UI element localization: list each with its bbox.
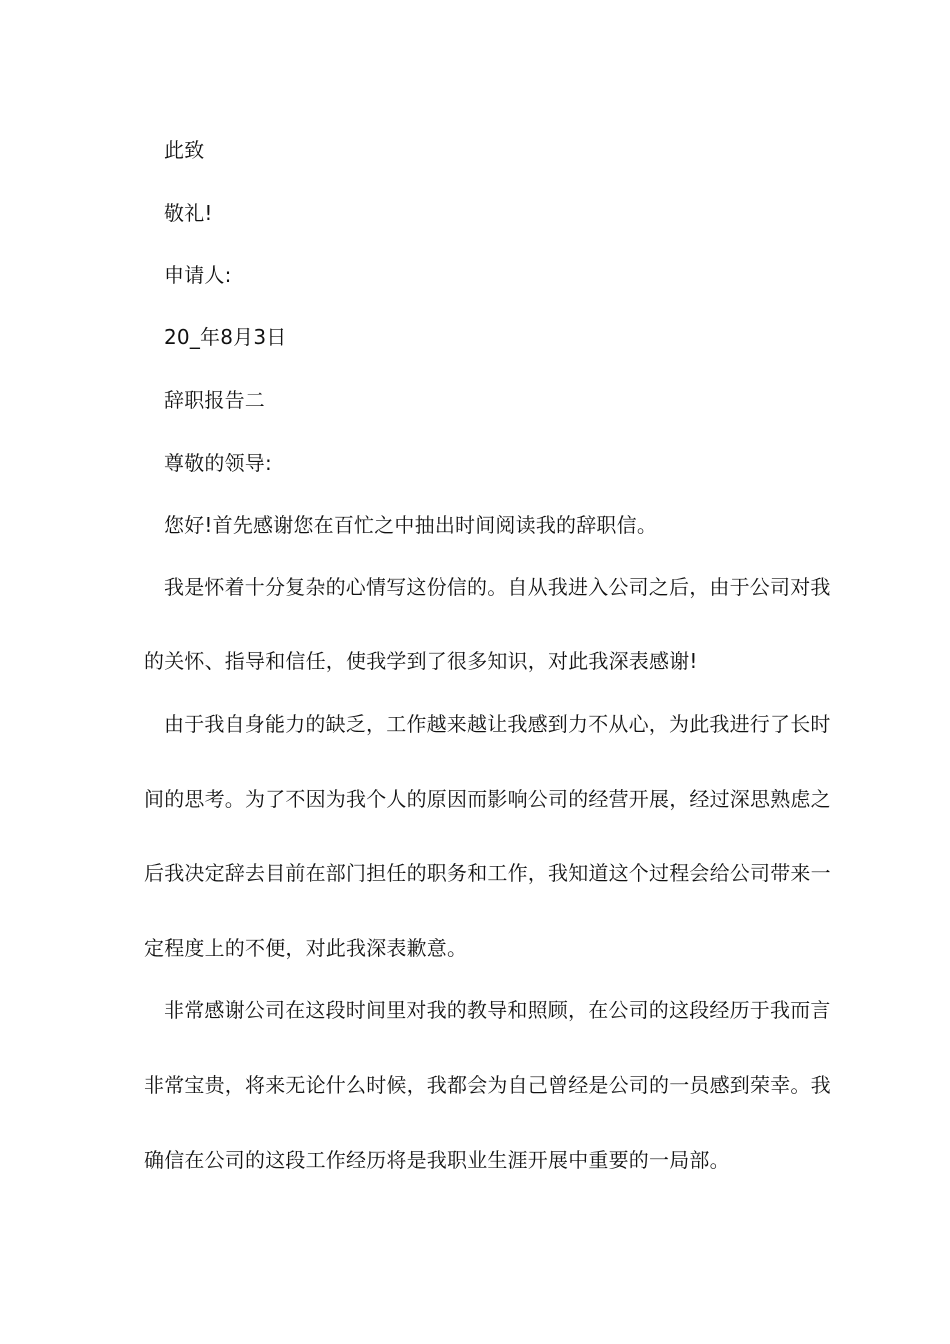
paragraph-line: 的关怀、指导和信任，使我学到了很多知识，对此我深表感谢! <box>144 649 698 673</box>
letter-date: 20_年8月3日 <box>164 325 287 349</box>
paragraph-line: 后我决定辞去目前在部门担任的职务和工作，我知道这个过程会给公司带来一 <box>144 861 831 885</box>
paragraph-line: 定程度上的不便，对此我深表歉意。 <box>144 936 468 960</box>
paragraph-line: 我是怀着十分复杂的心情写这份信的。自从我进入公司之后，由于公司对我 <box>164 575 831 599</box>
paragraph-line: 非常感谢公司在这段时间里对我的教导和照顾，在公司的这段经历于我而言 <box>164 998 831 1022</box>
paragraph-line: 确信在公司的这段工作经历将是我职业生涯开展中重要的一局部。 <box>144 1148 730 1172</box>
paragraph-line: 非常宝贵，将来无论什么时候，我都会为自己曾经是公司的一员感到荣幸。我 <box>144 1073 831 1097</box>
closing-regards: 敬礼! <box>164 201 213 225</box>
paragraph-line: 间的思考。为了不因为我个人的原因而影响公司的经营开展，经过深思熟虑之 <box>144 787 831 811</box>
paragraph-line: 您好!首先感谢您在百忙之中抽出时间阅读我的辞职信。 <box>164 513 658 537</box>
applicant-label: 申请人: <box>164 263 232 287</box>
closing-salutation: 此致 <box>164 138 205 162</box>
paragraph-line: 由于我自身能力的缺乏，工作越来越让我感到力不从心，为此我进行了长时 <box>164 712 831 736</box>
report-title: 辞职报告二 <box>164 388 265 412</box>
report-greeting: 尊敬的领导: <box>164 451 272 475</box>
